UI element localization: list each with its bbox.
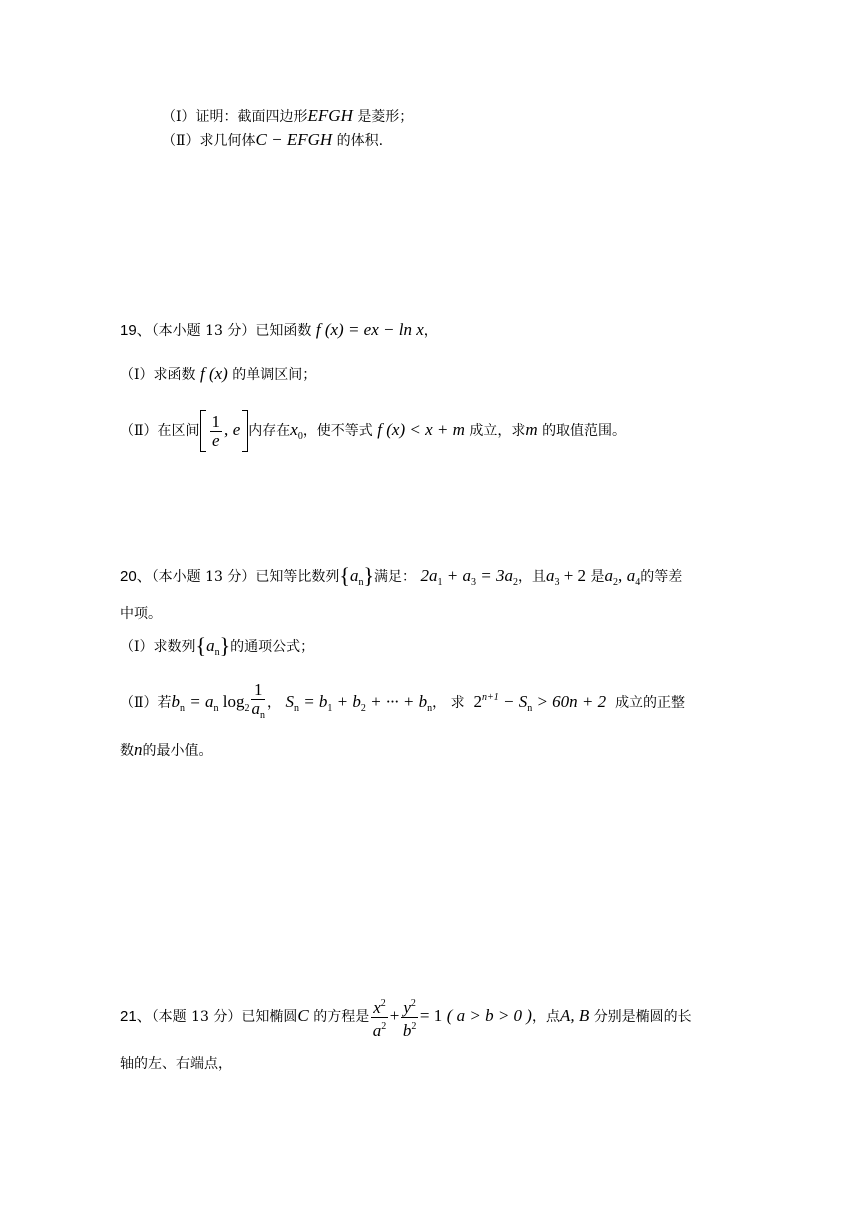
q19-comma: ， [423, 323, 438, 339]
eq1-term-c-sub: 2 [512, 577, 518, 588]
q18-part2-suffix: 的体积. [336, 133, 384, 149]
sn-base: S [285, 692, 294, 711]
seq-base-2: a [206, 636, 215, 655]
q18-part2 [162, 130, 383, 151]
q21-line1-end: 分别是椭圆的长 [593, 1009, 692, 1025]
log-word: log [218, 692, 245, 711]
a4-base: a [626, 566, 636, 585]
interval-denominator: e [211, 430, 220, 450]
q18-part1 [162, 106, 413, 127]
seq-subscript: n [358, 577, 364, 588]
q20-comma2: ， [432, 695, 447, 711]
q19-part2-mid1: 内存在 [248, 423, 291, 439]
interval-fraction [210, 413, 223, 450]
q18-part2-math: C − EFGH [255, 130, 333, 149]
x-num-exp: 2 [380, 997, 386, 1009]
q20-part1-prefix: （Ⅰ）求数列 [120, 639, 196, 655]
log-frac-denominator [251, 700, 265, 725]
eq1-term-c: = 3a [475, 566, 513, 585]
a3-base: a [545, 566, 555, 585]
q19-part1 [120, 364, 316, 385]
minus-sn: − S [498, 692, 528, 711]
interval-left-bracket [200, 410, 206, 452]
q19-part2-suffix: 的取值范围。 [542, 423, 627, 439]
sum-dots: + ··· + b [365, 692, 428, 711]
seq-base: a [349, 566, 359, 585]
y-num-base: y [403, 997, 411, 1017]
x-squared-denominator [371, 1018, 388, 1040]
a3-sub: 3 [554, 577, 560, 588]
log-frac-den-sub: n [259, 710, 265, 721]
eq1-term-a: 2a [420, 566, 438, 585]
y-den-base: b [402, 1020, 412, 1040]
q21-points-text: ，点 [531, 1009, 560, 1025]
ellipse-condition: ( a > b > 0 ) [446, 1006, 532, 1025]
q19-number: 19、 [120, 322, 152, 339]
seq-subscript-2: n [214, 647, 220, 658]
interval-numerator: 1 [211, 411, 221, 431]
y-num-exp: 2 [410, 997, 416, 1009]
q20-part1-suffix: 的通项公式； [230, 639, 315, 655]
seq-close-brace-2: } [219, 633, 231, 658]
pow-base: 2 [473, 692, 482, 711]
y-squared-fraction [401, 995, 418, 1040]
x-num-base: x [373, 997, 381, 1017]
q20-part2 [120, 676, 685, 731]
q20-ask: 求 [450, 695, 465, 711]
x-squared-numerator [371, 995, 388, 1018]
q19-part2-prefix: （Ⅱ）在区间 [120, 423, 200, 439]
q19-header-text: （本小题 13 分）已知函数 [151, 323, 312, 339]
pow-exponent: n+1 [481, 692, 499, 703]
q20-number: 20、 [120, 568, 152, 585]
log-base: 2 [244, 703, 250, 714]
sn-sub: n [293, 703, 299, 714]
y-squared-numerator [401, 995, 418, 1018]
x-squared-fraction [371, 995, 388, 1040]
a4-sub: 4 [635, 577, 641, 588]
q21-number: 21、 [120, 1008, 152, 1025]
q21-line2 [120, 1054, 232, 1074]
x0-subscript: 0 [297, 431, 303, 442]
q20-last-line [120, 740, 213, 761]
q20-line1-end: 的等差 [640, 569, 683, 585]
q20-part2-prefix: （Ⅱ）若 [120, 695, 172, 711]
q19-part1-suffix: 的单调区间； [232, 367, 317, 383]
x0-base: x [290, 420, 298, 439]
minus-sn-sub: n [527, 703, 533, 714]
q21-eq-text: 的方程是 [313, 1009, 370, 1025]
q20-line2 [120, 604, 162, 624]
interval-separator: , [224, 420, 229, 439]
q19-part1-math: f (x) [199, 364, 228, 383]
eq1-term-a-sub: 1 [437, 577, 443, 588]
interval-right-endpoint: e [232, 420, 241, 439]
sum-b1: = b [298, 692, 328, 711]
q20-satisfies: 满足： [374, 569, 417, 585]
bn-base: b [171, 692, 181, 711]
q18-part2-prefix: （Ⅱ）求几何体 [162, 133, 256, 149]
log-fraction [251, 681, 265, 725]
q20-part1 [120, 633, 315, 663]
q20-greater-than: > 60n + 2 [532, 692, 607, 711]
q20-last-prefix: 数 [120, 743, 134, 759]
log-frac-den-base: a [251, 699, 260, 718]
eq-an: = a [185, 692, 214, 711]
q19-function: f (x) = ex − ln x [315, 320, 424, 339]
q19-part2 [120, 408, 626, 459]
q21-c-variable: C [297, 1006, 309, 1025]
equals-one: = 1 [419, 1006, 443, 1025]
sum-b2: + b [332, 692, 361, 711]
plus-two: + 2 [559, 566, 587, 585]
y-den-exp: 2 [411, 1020, 417, 1032]
q19-m-variable: m [525, 420, 538, 439]
q21-points: A, B [559, 1006, 590, 1025]
eq1-term-b-sub: 3 [470, 577, 476, 588]
q20-part2-line-end: 成立的正整 [615, 695, 686, 711]
a2-base: a [604, 566, 613, 585]
q20-n-variable: n [134, 740, 143, 759]
ellipse-plus: + [389, 1006, 400, 1025]
q19-part2-mid3: 成立，求 [469, 423, 526, 439]
q18-part1-prefix: （Ⅰ）证明：截面四边形 [162, 109, 308, 125]
bn-sub: n [180, 703, 186, 714]
q20-line2-text: 中项。 [120, 606, 162, 622]
x-den-base: a [372, 1020, 382, 1040]
sum-b1-sub: 1 [327, 703, 333, 714]
q18-part1-suffix: 是菱形； [357, 109, 414, 125]
q20-comma1: ， [266, 695, 281, 711]
x-den-exp: 2 [381, 1020, 387, 1032]
a2-sub: 2 [613, 577, 618, 588]
q21-line1 [120, 994, 692, 1040]
sum-bn-sub: n [427, 703, 433, 714]
q21-header-text: （本题 13 分）已知椭圆 [151, 1009, 298, 1025]
q19-header [120, 320, 438, 341]
q18-part1-math: EFGH [307, 106, 353, 125]
q20-and: ，且 [517, 569, 546, 585]
log-frac-numerator: 1 [251, 681, 265, 700]
q19-inequality: f (x) < x + m [377, 420, 465, 439]
q19-part2-mid2: ，使不等式 [302, 423, 373, 439]
y-squared-denominator [401, 1018, 418, 1040]
q20-header-text: （本小题 13 分）已知等比数列 [151, 569, 340, 585]
q20-last-suffix: 的最小值。 [142, 743, 213, 759]
eq1-term-b: + a [442, 566, 471, 585]
q19-part1-prefix: （Ⅰ）求函数 [120, 367, 196, 383]
a-separator: , [618, 566, 623, 585]
seq-open-brace: { [339, 563, 350, 588]
q20-is: 是 [590, 569, 605, 585]
seq-open-brace-2: { [195, 633, 207, 658]
seq-close-brace: } [363, 563, 375, 588]
eq-an-sub: n [213, 703, 219, 714]
sum-b2-sub: 2 [360, 703, 366, 714]
q21-line2-text: 轴的左、右端点， [120, 1056, 232, 1072]
q20-line1 [120, 563, 683, 593]
